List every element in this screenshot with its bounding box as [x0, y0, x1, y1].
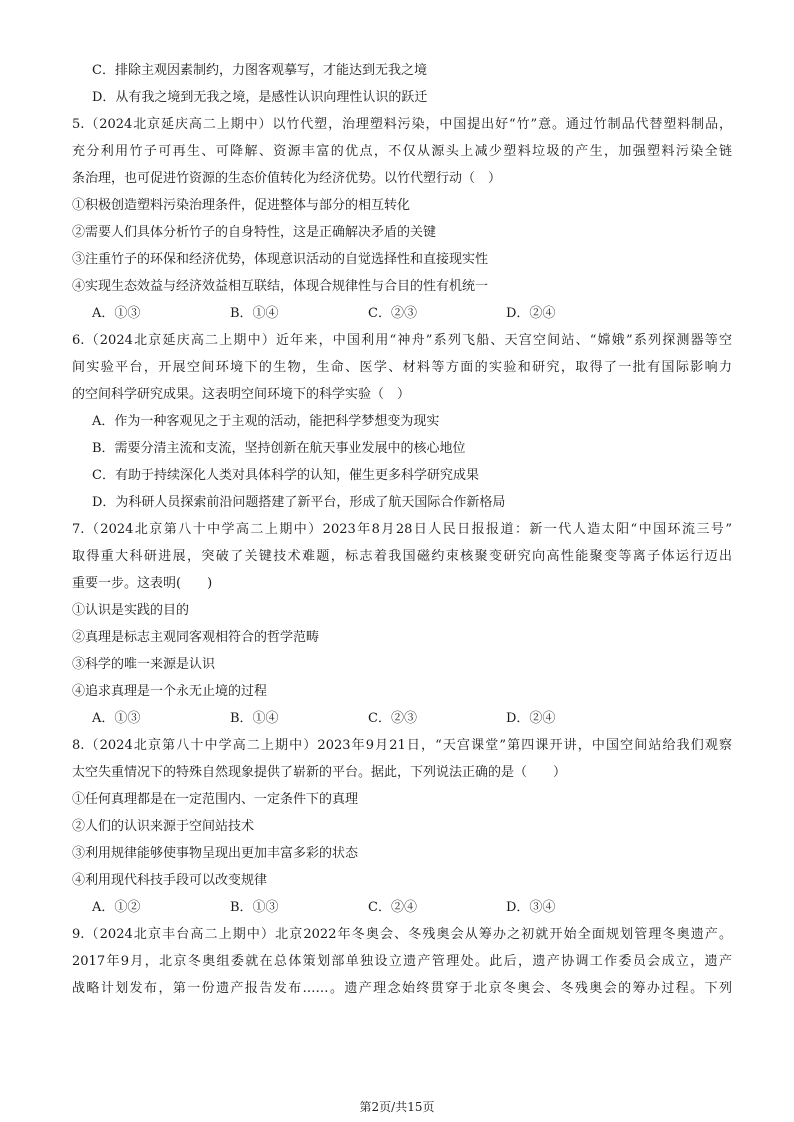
question-6-option-a: A．作为一种客观见之于主观的活动，能把科学梦想变为现实 — [92, 414, 440, 429]
question-9-stem-line-2: 2017年9月，北京冬奥组委就在总体策划部单独设立遗产管理处。此后，遗产协调工作委员会成立，遗产 — [72, 954, 732, 969]
question-5-stem-line-1: 5.（2024北京延庆高二上期中）以竹代塑，治理塑料污染，中国提出好“竹”意。通过竹制品代替塑料制品， — [72, 117, 732, 132]
prev-question-option-d: D．从有我之境到无我之境，是感性认识向理性认识的跃迁 — [92, 90, 428, 105]
question-6-stem-line-1: 6.（2024北京延庆高二上期中）近年来，中国利用“神舟”系列飞船、天宫空间站、“嫦娥”系列探测器等空 — [72, 333, 732, 348]
question-8-statement-4: ④利用现代科技手段可以改变规律 — [72, 873, 268, 888]
question-5-stem-line-3: 条治理，也可促进竹资源的生态价值转化为经济优势。以竹代塑行动（ ） — [72, 171, 502, 186]
question-7-option-d: D．②④ — [506, 711, 556, 726]
question-5-option-d: D．②④ — [506, 306, 556, 321]
question-8-option-a: A．①② — [92, 900, 141, 915]
question-5 — [72, 111, 732, 327]
question-5-statement-4: ④实现生态效益与经济效益相互联结，体现合规律性与合目的性有机统一 — [72, 279, 489, 294]
question-5-statement-1: ①积极创造塑料污染治理条件，促进整体与部分的相互转化 — [72, 198, 411, 213]
question-6-stem-line-3: 的空间科学研究成果。这表明空间环境下的科学实验（ ） — [72, 387, 411, 402]
question-8-stem-line-1: 8.（2024北京第八十中学高二上期中）2023年9月21日，“天宫课堂”第四课开讲，中国空间站给我们观察 — [72, 738, 732, 753]
page-footer: 第2页/共15页 — [359, 1100, 435, 1114]
question-7-option-c: C．②③ — [368, 711, 417, 726]
question-7 — [72, 516, 732, 732]
question-5-statement-3: ③注重竹子的环保和经济优势，体现意识活动的自觉选择性和直接现实性 — [72, 252, 489, 267]
prev-question-option-c: C．排除主观因素制约，力图客观摹写，才能达到无我之境 — [92, 63, 427, 78]
document-page — [72, 57, 732, 1002]
question-5-options — [72, 300, 732, 327]
question-5-option-c: C．②③ — [368, 306, 417, 321]
question-9-stem-line-3: 战略计划发布，第一份遗产报告发布……。遗产理念始终贯穿于北京冬奥会、冬残奥会的筹办过程。下列 — [72, 981, 732, 996]
question-7-statement-1: ①认识是实践的目的 — [72, 603, 190, 618]
question-6-option-d: D．为科研人员探索前沿问题搭建了新平台，形成了航天国际合作新格局 — [92, 495, 506, 510]
question-5-option-b: B．①④ — [230, 306, 279, 321]
question-8 — [72, 732, 732, 921]
question-6-option-b: B．需要分清主流和支流，坚持创新在航天事业发展中的核心地位 — [92, 441, 466, 456]
question-8-statement-3: ③利用规律能够使事物呈现出更加丰富多彩的状态 — [72, 846, 359, 861]
question-8-statement-2: ②人们的认识来源于空间站技术 — [72, 819, 255, 834]
question-6-stem-line-2: 间实验平台，开展空间环境下的生物，生命、医学、材料等方面的实验和研究，取得了一批有国际影响力 — [72, 360, 732, 375]
question-5-stem-line-2: 充分利用竹子可再生、可降解、资源丰富的优点，不仅从源头上减少塑料垃圾的产生，加强塑料污染全链 — [72, 144, 732, 159]
question-5-statement-2: ②需要人们具体分析竹子的自身特性，这是正确解决矛盾的关键 — [72, 225, 437, 240]
question-6 — [72, 327, 732, 516]
question-7-stem-line-3: 重要一步。这表明( ) — [72, 576, 213, 591]
question-7-stem-line-2: 取得重大科研进展，突破了关键技术难题，标志着我国磁约束核聚变研究向高性能聚变等离子体运行迈出 — [72, 549, 732, 564]
question-7-statement-4: ④追求真理是一个永无止境的过程 — [72, 684, 268, 699]
question-8-stem-line-2: 太空失重情况下的特殊自然现象提供了崭新的平台。据此，下列说法正确的是（ ） — [72, 765, 567, 780]
question-7-statement-2: ②真理是标志主观同客观相符合的哲学范畴 — [72, 630, 320, 645]
question-6-option-c: C．有助于持续深化人类对具体科学的认知，催生更多科学研究成果 — [92, 468, 479, 483]
question-7-option-a: A．①③ — [92, 711, 141, 726]
question-8-options — [72, 894, 732, 921]
question-7-statement-3: ③科学的唯一来源是认识 — [72, 657, 216, 672]
question-8-statement-1: ①任何真理都是在一定范围内、一定条件下的真理 — [72, 792, 359, 807]
question-8-option-d: D．③④ — [506, 900, 556, 915]
question-5-option-a: A．①③ — [92, 306, 141, 321]
question-9-stem-line-1: 9.（2024北京丰台高二上期中）北京2022年冬奥会、冬残奥会从筹办之初就开始全面规划管理冬奥遗产。 — [72, 927, 732, 942]
question-7-stem-line-1: 7.（2024北京第八十中学高二上期中）2023年8月28日人民日报报道：新一代人造太阳“中国环流三号” — [72, 522, 732, 537]
question-9 — [72, 921, 732, 1002]
question-8-option-c: C．②④ — [368, 900, 417, 915]
question-7-option-b: B．①④ — [230, 711, 279, 726]
question-7-options — [72, 705, 732, 732]
question-8-option-b: B．①③ — [230, 900, 279, 915]
